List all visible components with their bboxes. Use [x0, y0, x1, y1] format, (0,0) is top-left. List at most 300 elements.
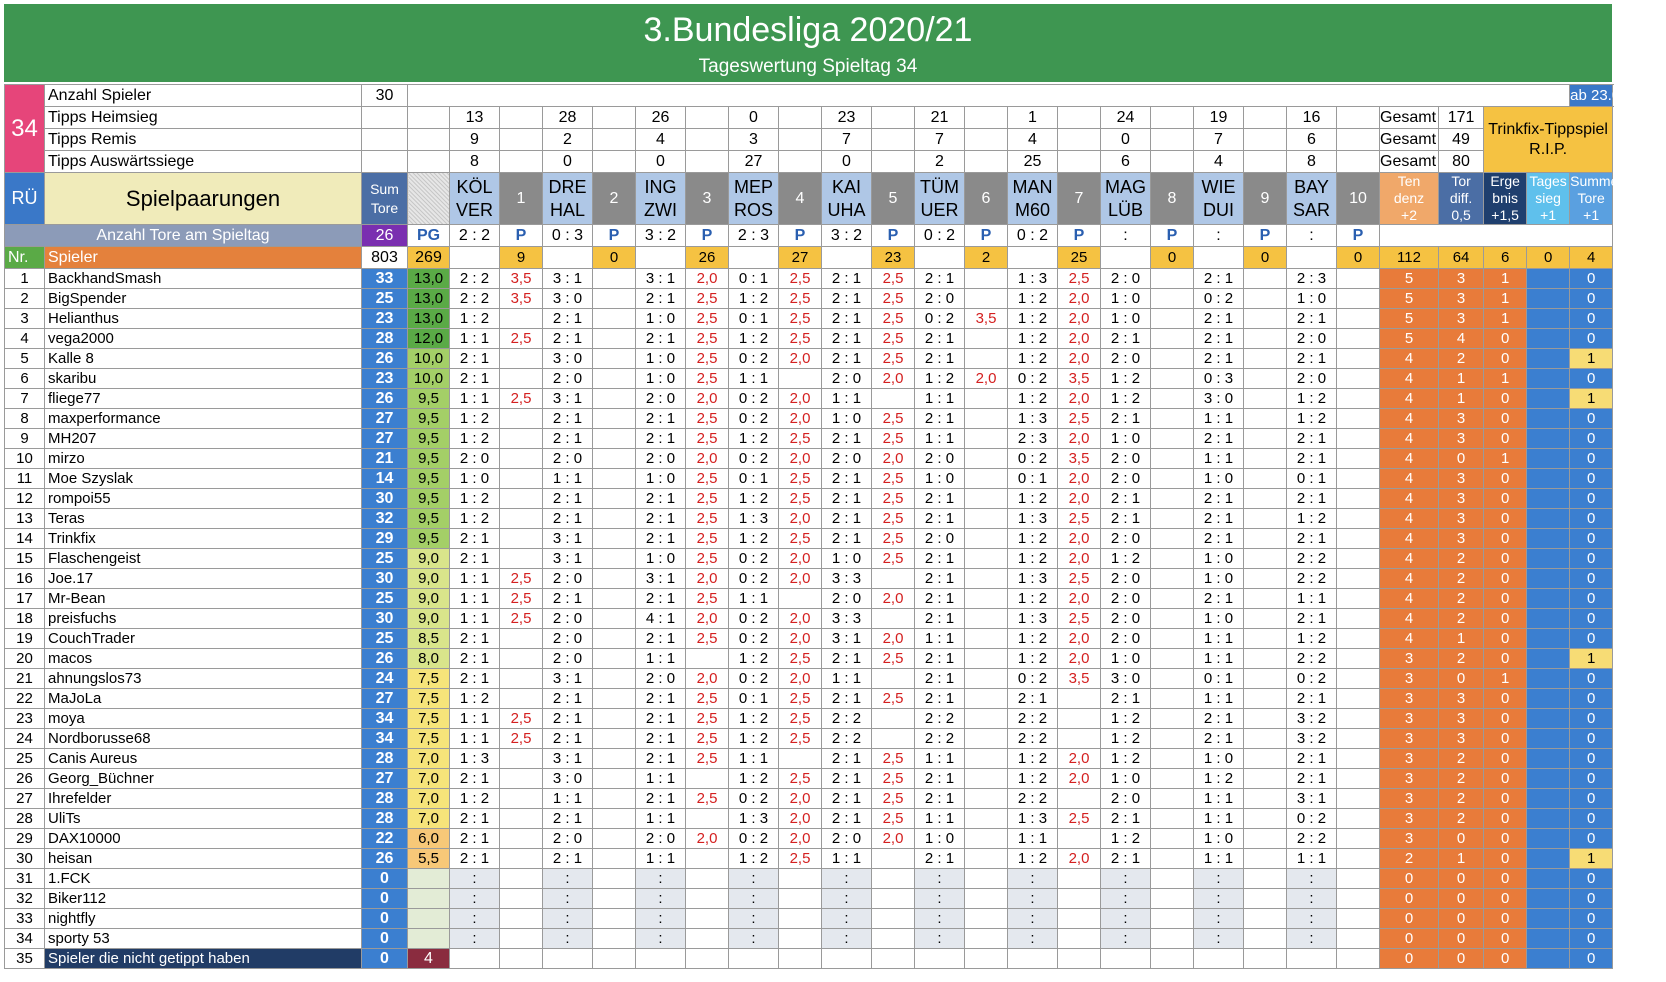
cell: [593, 949, 636, 969]
player-tip-points: 2,0: [686, 609, 729, 629]
player-pg: 7,0: [408, 809, 450, 829]
player-tip: 2 : 3: [1287, 269, 1337, 289]
player-tip-points: [593, 389, 636, 409]
player-tip: 2 : 0: [1101, 449, 1151, 469]
cell: [686, 949, 729, 969]
player-name: preisfuchs: [45, 609, 362, 629]
player-pg: [408, 929, 450, 949]
player-tip: 1 : 2: [1287, 509, 1337, 529]
player-tip: 2 : 1: [915, 689, 965, 709]
player-tip: 1 : 2: [1101, 369, 1151, 389]
player-summe-tore: 0: [1570, 809, 1613, 829]
player-tordiff: 2: [1439, 549, 1484, 569]
player-name: UliTs: [45, 809, 362, 829]
tipp-count: 21: [915, 107, 965, 129]
player-tip: 1 : 3: [1008, 569, 1058, 589]
player-ergebnis: 0: [1484, 689, 1527, 709]
player-tip-points: [1337, 629, 1380, 649]
player-tip: 1 : 3: [1008, 409, 1058, 429]
player-tip: 2 : 1: [543, 689, 593, 709]
player-tip-points: [1244, 729, 1287, 749]
player-tip-points: 2,5: [686, 729, 729, 749]
player-tagessieg: [1527, 709, 1570, 729]
player-name: maxperformance: [45, 409, 362, 429]
player-ergebnis: 1: [1484, 449, 1527, 469]
player-tip-points: [1151, 929, 1194, 949]
player-tip: 1 : 2: [1287, 409, 1337, 429]
player-tip: 2 : 0: [636, 829, 686, 849]
player-tendenz: 4: [1380, 409, 1439, 429]
player-ergebnis: 0: [1484, 829, 1527, 849]
player-summe-tore: 0: [1570, 329, 1613, 349]
player-tip: 1 : 3: [1008, 509, 1058, 529]
player-tip-points: 2,0: [779, 829, 822, 849]
player-tip-points: [965, 769, 1008, 789]
cell: [500, 107, 543, 129]
tipp-count: 25: [1008, 151, 1058, 173]
player-tordiff: 3: [1439, 509, 1484, 529]
player-tendenz: 4: [1380, 349, 1439, 369]
player-tip-points: [965, 789, 1008, 809]
player-name: mirzo: [45, 449, 362, 469]
player-tip: 1 : 2: [450, 309, 500, 329]
player-tip: 3 : 1: [543, 269, 593, 289]
table-row: [5, 309, 1613, 329]
sum-tore-header: Sum Tore: [362, 173, 408, 225]
player-tip-points: [1337, 429, 1380, 449]
match-number: 5: [872, 173, 915, 225]
player-tip-points: 2,0: [872, 369, 915, 389]
player-tip: 1 : 1: [636, 809, 686, 829]
player-tip-points: [1337, 309, 1380, 329]
player-ergebnis: 0: [1484, 329, 1527, 349]
cell: [408, 85, 1484, 107]
player-tip: 2 : 0: [543, 569, 593, 589]
player-tip-points: [965, 869, 1008, 889]
player-tip: 1 : 1: [1194, 409, 1244, 429]
cell: [1058, 949, 1101, 969]
player-tip: 2 : 1: [636, 489, 686, 509]
player-pg: 7,0: [408, 749, 450, 769]
tagessieg-header: Tages sieg +1: [1527, 173, 1570, 225]
player-tip: 2 : 1: [1194, 589, 1244, 609]
player-tip-points: [1337, 469, 1380, 489]
player-tip: 2 : 1: [1194, 529, 1244, 549]
player-tendenz: 4: [1380, 509, 1439, 529]
tipp-count: 0: [822, 151, 872, 173]
player-tip-points: [1337, 929, 1380, 949]
player-tip-points: 2,0: [1058, 289, 1101, 309]
player-nr: 30: [5, 849, 45, 869]
player-tip-points: 2,5: [872, 309, 915, 329]
player-tip: 1 : 2: [1008, 649, 1058, 669]
player-sum-tore: 28: [362, 749, 408, 769]
player-tip: 1 : 2: [1008, 529, 1058, 549]
player-tip-points: 2,0: [1058, 749, 1101, 769]
player-tip-points: [872, 909, 915, 929]
player-tip-points: 2,5: [686, 309, 729, 329]
player-tendenz: 4: [1380, 549, 1439, 569]
player-tendenz: 0: [1380, 869, 1439, 889]
player-tip-points: [965, 429, 1008, 449]
player-nr: 8: [5, 409, 45, 429]
player-tip-points: [1337, 329, 1380, 349]
player-tip: 2 : 0: [636, 669, 686, 689]
player-tip: 1 : 2: [1287, 629, 1337, 649]
tipp-count: 4: [1008, 129, 1058, 151]
player-tip: 2 : 1: [915, 589, 965, 609]
player-tip: 1 : 1: [543, 469, 593, 489]
player-tip-points: [500, 689, 543, 709]
player-tagessieg: [1527, 309, 1570, 329]
player-tip: 0 : 2: [1008, 669, 1058, 689]
player-tip-points: [1151, 609, 1194, 629]
player-tordiff: 0: [1439, 449, 1484, 469]
match-header: MAN M60: [1008, 173, 1058, 225]
table-row: [5, 107, 1613, 129]
player-tip-points: [686, 809, 729, 829]
player-tip: 2 : 1: [915, 669, 965, 689]
table-row: [5, 529, 1613, 549]
player-tip: 1 : 2: [1194, 769, 1244, 789]
player-tip-points: 2,0: [779, 349, 822, 369]
player-tip: 2 : 0: [822, 589, 872, 609]
player-tip: 3 : 2: [1287, 709, 1337, 729]
player-tip-points: [593, 569, 636, 589]
cell: [965, 107, 1008, 129]
player-tip: 1 : 2: [1287, 389, 1337, 409]
player-tip-points: [593, 909, 636, 929]
player-name: macos: [45, 649, 362, 669]
player-tip: 2 : 1: [1287, 749, 1337, 769]
player-ergebnis: 0: [1484, 729, 1527, 749]
table-row: [5, 389, 1613, 409]
player-tip: 2 : 1: [915, 509, 965, 529]
cell: [686, 107, 729, 129]
player-tip-points: [593, 549, 636, 569]
player-tip: 2 : 1: [450, 849, 500, 869]
player-tip: 0 : 3: [1194, 369, 1244, 389]
player-tagessieg: [1527, 269, 1570, 289]
player-tip: 1 : 2: [450, 789, 500, 809]
player-pg: 13,0: [408, 269, 450, 289]
player-tip: 1 : 2: [1008, 329, 1058, 349]
player-tip: 2 : 0: [450, 449, 500, 469]
player-tip: 1 : 2: [729, 729, 779, 749]
player-tip-points: 2,0: [686, 269, 729, 289]
player-tip-points: 2,5: [872, 809, 915, 829]
cell: [408, 173, 450, 225]
player-tip: 2 : 0: [1101, 269, 1151, 289]
player-tip: 1 : 2: [729, 289, 779, 309]
player-tip-points: 2,0: [1058, 529, 1101, 549]
player-tip-points: [965, 929, 1008, 949]
player-tip-points: 2,0: [686, 389, 729, 409]
player-tip-points: [872, 889, 915, 909]
player-tip-points: [593, 489, 636, 509]
player-sum-tore: 30: [362, 609, 408, 629]
player-tip: 1 : 0: [636, 549, 686, 569]
player-tip-points: [1337, 809, 1380, 829]
player-tip: 1 : 2: [450, 409, 500, 429]
player-tip-points: 3,5: [500, 289, 543, 309]
player-sum-tore: 34: [362, 709, 408, 729]
player-tip-points: [1151, 529, 1194, 549]
player-tip-points: 2,5: [779, 329, 822, 349]
player-tip-points: 2,0: [872, 829, 915, 849]
label-auswaerts: Tipps Auswärtssiege: [45, 151, 362, 173]
player-tagessieg: [1527, 349, 1570, 369]
player-tip: :: [1287, 909, 1337, 929]
player-tendenz: 4: [1380, 389, 1439, 409]
player-tendenz: 4: [1380, 449, 1439, 469]
player-tendenz: 3: [1380, 809, 1439, 829]
player-tip-points: [1151, 269, 1194, 289]
player-tip: 2 : 1: [1101, 409, 1151, 429]
player-tip-points: [779, 909, 822, 929]
p-header: P: [686, 225, 729, 247]
player-tip-points: [872, 729, 915, 749]
player-tip-points: [1058, 709, 1101, 729]
table-row: [5, 729, 1613, 749]
player-tip-points: [779, 749, 822, 769]
pg-header: PG: [408, 225, 450, 247]
player-tip: :: [1008, 889, 1058, 909]
player-ergebnis: 0: [1484, 389, 1527, 409]
player-sum-tore: 26: [362, 389, 408, 409]
player-pg: 7,5: [408, 669, 450, 689]
cell: [500, 129, 543, 151]
table-row: [5, 329, 1613, 349]
cell: [686, 151, 729, 173]
player-tip-points: [1244, 809, 1287, 829]
player-ergebnis: 0: [1484, 929, 1527, 949]
gesamt-value: 49: [1439, 129, 1484, 151]
player-tip-points: [1337, 509, 1380, 529]
player-tagessieg: [1527, 649, 1570, 669]
player-tip: 0 : 1: [1008, 469, 1058, 489]
tipp-count: 6: [1101, 151, 1151, 173]
player-tip: 1 : 1: [450, 589, 500, 609]
player-tip: :: [1008, 869, 1058, 889]
player-tip: :: [636, 929, 686, 949]
player-tip-points: [500, 809, 543, 829]
score-table: [4, 84, 1666, 969]
trinkfix-note: Trinkfix-Tippspiel R.I.P.: [1484, 107, 1613, 173]
player-tordiff: 0: [1439, 929, 1484, 949]
player-tip-points: [1244, 609, 1287, 629]
player-tip-points: [593, 269, 636, 289]
player-tip-points: [965, 329, 1008, 349]
player-tagessieg: [1527, 849, 1570, 869]
player-tip: 1 : 1: [915, 809, 965, 829]
player-tip: 1 : 2: [1008, 489, 1058, 509]
cell: [915, 247, 965, 269]
player-tip-points: 2,0: [686, 669, 729, 689]
player-nr: 31: [5, 869, 45, 889]
player-tip: 2 : 1: [915, 849, 965, 869]
tipp-count: 9: [450, 129, 500, 151]
player-tip-points: [593, 889, 636, 909]
tipp-count: 8: [450, 151, 500, 173]
player-sum-tore: 32: [362, 509, 408, 529]
player-tordiff: 1: [1439, 369, 1484, 389]
player-pg: 7,5: [408, 689, 450, 709]
player-ergebnis: 1: [1484, 369, 1527, 389]
player-tip: 1 : 2: [729, 769, 779, 789]
player-tip: 2 : 1: [543, 849, 593, 869]
player-ergebnis: 0: [1484, 609, 1527, 629]
player-summe-tore: 0: [1570, 869, 1613, 889]
cell: [1194, 247, 1244, 269]
player-tip-points: 3,5: [1058, 449, 1101, 469]
match-points-total: 0: [593, 247, 636, 269]
player-tip-points: 2,0: [779, 449, 822, 469]
player-name: DAX10000: [45, 829, 362, 849]
player-tip-points: [1151, 769, 1194, 789]
player-tagessieg: [1527, 549, 1570, 569]
match-result: 0 : 2: [915, 225, 965, 247]
player-tip: :: [915, 909, 965, 929]
footer-tagessieg: [1527, 949, 1570, 969]
match-points-total: 9: [500, 247, 543, 269]
player-tip-points: [593, 769, 636, 789]
p-header: P: [779, 225, 822, 247]
player-tip: 1 : 1: [822, 849, 872, 869]
player-nr: 23: [5, 709, 45, 729]
player-sum-tore: 14: [362, 469, 408, 489]
table-row: [5, 173, 1613, 225]
gesamt-label: Gesamt: [1380, 151, 1439, 173]
player-tip: :: [822, 889, 872, 909]
player-tip: 2 : 1: [636, 409, 686, 429]
player-tip: 2 : 1: [1287, 449, 1337, 469]
table-row: [5, 151, 1613, 173]
player-tip-points: 2,5: [779, 689, 822, 709]
player-tip-points: [593, 709, 636, 729]
player-pg: 7,5: [408, 709, 450, 729]
player-tagessieg: [1527, 469, 1570, 489]
player-summe-tore: 0: [1570, 769, 1613, 789]
player-tip-points: [965, 849, 1008, 869]
player-tip-points: [1337, 449, 1380, 469]
cell: [500, 949, 543, 969]
player-tip: 1 : 0: [1101, 309, 1151, 329]
player-nr: 4: [5, 329, 45, 349]
player-tordiff: 0: [1439, 889, 1484, 909]
gesamt-value: 171: [1439, 107, 1484, 129]
player-nr: 33: [5, 909, 45, 929]
player-tip: 2 : 1: [822, 689, 872, 709]
cell: [543, 247, 593, 269]
player-tip: 1 : 1: [1287, 589, 1337, 609]
player-tip-points: [1337, 729, 1380, 749]
player-tordiff: 3: [1439, 469, 1484, 489]
p-header: P: [1337, 225, 1380, 247]
player-tip: 1 : 1: [450, 329, 500, 349]
match-header: KAI UHA: [822, 173, 872, 225]
player-tagessieg: [1527, 289, 1570, 309]
player-summe-tore: 1: [1570, 349, 1613, 369]
player-tip-points: [593, 529, 636, 549]
player-tip: 1 : 2: [729, 709, 779, 729]
player-tip: 2 : 1: [636, 329, 686, 349]
player-tip-points: [500, 869, 543, 889]
player-tip: 2 : 0: [1101, 349, 1151, 369]
player-tip-points: [686, 649, 729, 669]
player-tip-points: 2,5: [872, 549, 915, 569]
player-tip: 3 : 1: [543, 389, 593, 409]
player-tip: 1 : 0: [822, 549, 872, 569]
player-name: BackhandSmash: [45, 269, 362, 289]
player-tip-points: [500, 929, 543, 949]
player-tip: 1 : 2: [729, 849, 779, 869]
tipp-count: 19: [1194, 107, 1244, 129]
table-row: [5, 929, 1613, 949]
player-nr: 14: [5, 529, 45, 549]
player-ergebnis: 1: [1484, 269, 1527, 289]
player-tip-points: 2,5: [872, 289, 915, 309]
page-subtitle: Tageswertung Spieltag 34: [698, 56, 918, 77]
player-tip: 1 : 0: [1101, 289, 1151, 309]
player-tip: :: [1008, 929, 1058, 949]
match-result: 0 : 2: [1008, 225, 1058, 247]
player-tip-points: 2,5: [872, 429, 915, 449]
player-tip-points: [1244, 449, 1287, 469]
player-tip: 2 : 1: [1008, 689, 1058, 709]
player-name: CouchTrader: [45, 629, 362, 649]
player-tip-points: 2,0: [872, 449, 915, 469]
player-tip-points: [593, 509, 636, 529]
player-pg: 9,5: [408, 429, 450, 449]
player-tip: 1 : 0: [636, 469, 686, 489]
player-tip-points: 2,5: [779, 489, 822, 509]
player-summe-tore: 0: [1570, 549, 1613, 569]
player-tip: 2 : 1: [822, 329, 872, 349]
player-tendenz: 4: [1380, 469, 1439, 489]
player-tip-points: [1244, 289, 1287, 309]
match-number: 1: [500, 173, 543, 225]
player-tip: 2 : 0: [915, 529, 965, 549]
player-tip: 2 : 1: [636, 629, 686, 649]
player-tordiff: 0: [1439, 829, 1484, 849]
player-summe-tore: 0: [1570, 289, 1613, 309]
player-tip-points: [1337, 369, 1380, 389]
cell: [1101, 949, 1151, 969]
tipp-count: 2: [543, 129, 593, 151]
player-tip-points: 3,5: [965, 309, 1008, 329]
table-row: [5, 225, 1613, 247]
player-summe-tore: 0: [1570, 669, 1613, 689]
player-tip-points: [1244, 649, 1287, 669]
player-tip-points: [1244, 429, 1287, 449]
player-tip-points: [1337, 569, 1380, 589]
player-sum-tore: 28: [362, 329, 408, 349]
spielpaarungen-header: Spielpaarungen: [45, 173, 362, 225]
player-tip: 2 : 1: [822, 809, 872, 829]
player-summe-tore: 0: [1570, 569, 1613, 589]
player-tip: :: [822, 929, 872, 949]
ergebnis-header: Erge bnis +1,5: [1484, 173, 1527, 225]
player-tip: 2 : 1: [822, 469, 872, 489]
tendenz-header: Ten denz +2: [1380, 173, 1439, 225]
player-tip: 2 : 1: [915, 269, 965, 289]
footer-tendenz: 0: [1380, 949, 1439, 969]
cell: [636, 949, 686, 969]
tag-total: 0: [1527, 247, 1570, 269]
player-tagessieg: [1527, 929, 1570, 949]
player-tip: :: [822, 909, 872, 929]
